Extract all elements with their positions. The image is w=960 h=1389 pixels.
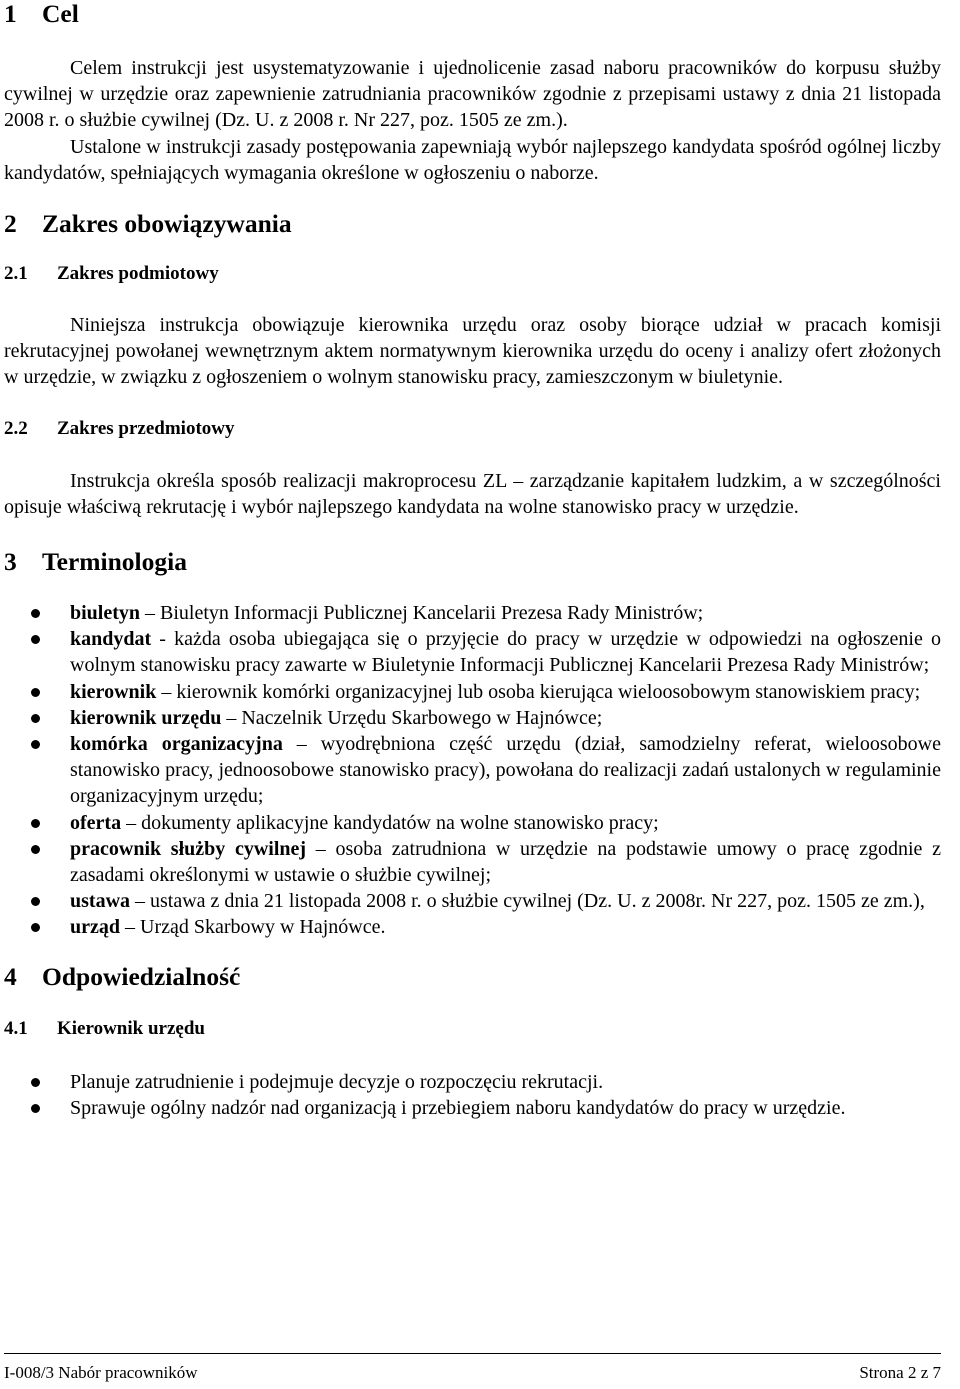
subsection-number: 4.1 bbox=[4, 1017, 28, 1039]
document-page bbox=[4, 0, 941, 1121]
bullet-icon bbox=[31, 1078, 40, 1087]
list-item-text: Sprawuje ogólny nadzór nad organizacją i przebiegiem naboru kandydatów do pracy w urzędzie. bbox=[70, 1096, 846, 1119]
term-item bbox=[4, 626, 941, 678]
term-definition: – wyodrębniona część urzędu (dział, samodzielny referat, wieloosobowe stanowisko pracy, jednoosobowe stanowisko pracy), powołana do realizacji zadań ustalonych w regulaminie organizacyjnym urzędu; bbox=[70, 733, 941, 808]
term-item bbox=[4, 731, 941, 810]
list-item bbox=[4, 1095, 941, 1121]
bullet-icon bbox=[31, 609, 40, 618]
term-definition: - każda osoba ubiegająca się o przyjęcie do pracy w urzędzie w odpowiedzi na ogłoszenie o wolnym stanowisku pracy zawarte w Biuletynie Informacji Publicznej Kancelarii Prezesa Rady Ministrów; bbox=[70, 628, 941, 677]
bullet-icon bbox=[31, 1104, 40, 1113]
subsection-number: 2.2 bbox=[4, 417, 28, 439]
bullet-icon bbox=[31, 635, 40, 644]
term-definition: – Urząd Skarbowy w Hajnówce. bbox=[120, 916, 386, 939]
section-3-heading bbox=[4, 548, 941, 576]
section-number: 2 bbox=[4, 209, 17, 239]
term: kierownik bbox=[70, 680, 157, 703]
paragraph: Niniejsza instrukcja obowiązuje kierownika urzędu oraz osoby biorące udział w pracach komisji rekrutacyjnej powołanej wewnętrznym aktem normatywnym kierownika urzędu do oceny i analizy ofert złożonych w urzędzie, w związku z ogłoszeniem o wolnym stanowisku pracy, zamieszczonym w biuletynie. bbox=[4, 314, 941, 389]
term: oferta bbox=[70, 811, 122, 834]
term-item bbox=[4, 679, 941, 705]
term-definition: – Naczelnik Urzędu Skarbowego w Hajnówce; bbox=[221, 706, 603, 729]
term: pracownik służby cywilnej bbox=[70, 837, 307, 860]
term-item bbox=[4, 836, 941, 888]
term: ustawa bbox=[70, 890, 131, 913]
section-title: Cel bbox=[42, 0, 79, 28]
subsection-title: Zakres podmiotowy bbox=[57, 263, 219, 285]
term-definition: – osoba zatrudniona w urzędzie na podstawie umowy o pracę zgodnie z zasadami określonymi w ustawie o służbie cywilnej; bbox=[70, 837, 941, 887]
term-item bbox=[4, 888, 941, 914]
footer-document-id: I-008/3 Nabór pracowników bbox=[4, 1363, 198, 1382]
section-title: Zakres obowiązywania bbox=[42, 209, 292, 239]
term-definition: – Biuletyn Informacji Publicznej Kancelarii Prezesa Rady Ministrów; bbox=[140, 602, 704, 625]
section-number: 4 bbox=[4, 961, 17, 991]
subsection-4-1-heading bbox=[4, 1017, 941, 1041]
footer-page-number: Strona 2 z 7 bbox=[859, 1363, 941, 1382]
bullet-icon bbox=[31, 688, 40, 697]
section-number: 3 bbox=[4, 547, 17, 577]
bullet-icon bbox=[31, 714, 40, 723]
terminology-list bbox=[4, 600, 941, 941]
bullet-icon bbox=[31, 740, 40, 749]
section-number: 1 bbox=[4, 0, 17, 28]
subsection-2-2-heading bbox=[4, 417, 941, 441]
term: biuletyn bbox=[70, 602, 141, 625]
term: kandydat bbox=[70, 628, 152, 651]
responsibility-list bbox=[4, 1069, 941, 1121]
bullet-icon bbox=[31, 897, 40, 906]
subsection-title: Kierownik urzędu bbox=[57, 1017, 205, 1039]
term: kierownik urzędu bbox=[70, 706, 222, 729]
section-title: Terminologia bbox=[42, 547, 187, 577]
subsection-2-1-heading bbox=[4, 262, 941, 286]
paragraph: Instrukcja określa sposób realizacji makroprocesu ZL – zarządzanie kapitałem ludzkim, a w szczególności opisuje właściwą rekrutację i wybór najlepszego kandydata na wolne stanowisko pracy w urzędzie. bbox=[4, 469, 941, 518]
term: komórka organizacyjna bbox=[70, 733, 283, 756]
term-definition: – kierownik komórki organizacyjnej lub osoba kierująca wieloosobowym stanowiskiem pracy; bbox=[156, 680, 921, 703]
bullet-icon bbox=[31, 819, 40, 828]
term-item bbox=[4, 705, 941, 731]
paragraph: Celem instrukcji jest usystematyzowanie i ujednolicenie zasad naboru pracowników do korpusu służby cywilnej w urzędzie oraz zapewnienie zatrudniania pracowników zgodnie z przepisami ustawy z dnia 21 listopada 2008 r. o służbie cywilnej (Dz. U. z 2008 r. Nr 227, poz. 1505 ze zm.). bbox=[4, 57, 941, 132]
paragraph: Ustalone w instrukcji zasady postępowania zapewniają wybór najlepszego kandydata spośród ogólnej liczby kandydatów, spełniających wymagania określone w ogłoszeniu o naborze. bbox=[4, 135, 941, 184]
bullet-icon bbox=[31, 923, 40, 932]
term-item bbox=[4, 600, 941, 626]
bullet-icon bbox=[31, 845, 40, 854]
list-item-text: Planuje zatrudnienie i podejmuje decyzje o rozpoczęciu rekrutacji. bbox=[70, 1070, 604, 1093]
term-definition: – dokumenty aplikacyjne kandydatów na wolne stanowisko pracy; bbox=[121, 811, 659, 834]
term: urząd bbox=[70, 916, 120, 939]
section-title: Odpowiedzialność bbox=[42, 961, 241, 991]
section-4-heading bbox=[4, 963, 941, 991]
page-footer bbox=[4, 1353, 941, 1384]
subsection-number: 2.1 bbox=[4, 263, 28, 285]
list-item bbox=[4, 1069, 941, 1095]
term-definition: – ustawa z dnia 21 listopada 2008 r. o służbie cywilnej (Dz. U. z 2008r. Nr 227, poz. 1505 ze zm.), bbox=[130, 890, 925, 913]
subsection-title: Zakres przedmiotowy bbox=[57, 417, 235, 439]
term-item bbox=[4, 914, 941, 940]
section-2-heading bbox=[4, 210, 941, 238]
section-1-heading bbox=[4, 0, 941, 28]
term-item bbox=[4, 810, 941, 836]
